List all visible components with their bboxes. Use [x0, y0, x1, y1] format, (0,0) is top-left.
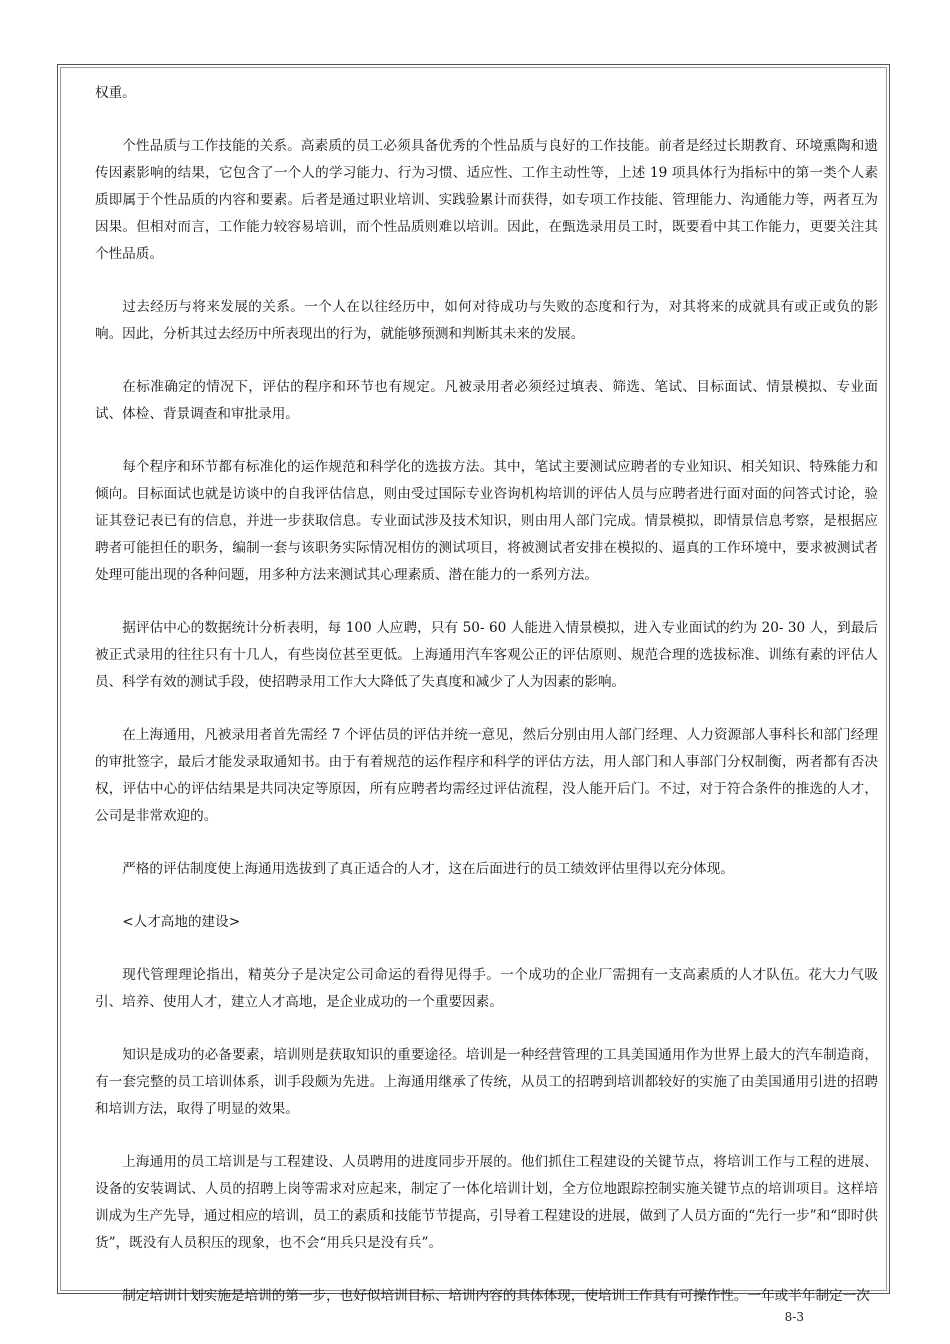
page-number: 8-3 [784, 1310, 804, 1324]
paragraph-knowledge-training: 知识是成功的必备要素，培训则是获取知识的重要途径。培训是一种经营管理的工具美国通用作为世界上最大的汽车制造商，有一套完整的员工培训体系，训手段颇为先进。上海通用继承了传统，从员工的招聘到培训都较好的实施了由美国通用引进的招聘和培训方法，取得了明显的效果。 [95, 1047, 878, 1117]
paragraph-personality-skills: 个性品质与工作技能的关系。高素质的员工必须具备优秀的个性品质与良好的工作技能。前者是经过长期教育、环境熏陶和遗传因素影响的结果，它包含了一个人的学习能力、行为习惯、适应性、工作主动性等，上述 19 项具体行为指标中的第一类个人素质即属于个性品质的内容和要素。后者是通过职业培训、实践验累计而获得，如专项工作技能、管理能力、沟通能力等，两者互为因果。但相对而言，工作能力较容易培训，而个性品质则难以培训。因此，在甄选录用员工时，既要看中其工作能力，更要关注其个性品质。 [95, 138, 878, 262]
paragraph-approval-process: 在上海通用，凡被录用者首先需经 7 个评估员的评估并统一意见，然后分别由用人部门经理、人力资源部人事科长和部门经理的审批签字，最后才能发录取通知书。由于有着规范的运作程序和科学的评估方法，用人部门和人事部门分权制衡，两者都有否决权，评估中心的评估结果是共同决定等原因，所有应聘者均需经过评估流程，没人能开后门。不过，对于符合条件的推选的人才，公司是非常欢迎的。 [95, 727, 878, 824]
paragraph-strict-evaluation: 严格的评估制度使上海通用选拔到了真正适合的人才，这在后面进行的员工绩效评估里得以充分体现。 [122, 861, 734, 877]
paragraph-past-future: 过去经历与将来发展的关系。一个人在以往经历中，如何对待成功与失败的态度和行为，对其将来的成就具有或正或负的影响。因此，分析其过去经历中所表现出的行为，就能够预测和判断其未来的发展。 [95, 299, 878, 342]
paragraph-training-plan: 制定培训计划实施是培训的第一步，也好似培训目标、培训内容的具体体现，使培训工作具有可操作性。一年或半年制定一次 [122, 1288, 870, 1304]
paragraph-training-sync: 上海通用的员工培训是与工程建设、人员聘用的进度同步开展的。他们抓住工程建设的关键节点，将培训工作与工程的进展、设备的安装调试、人员的招聘上岗等需求对应起来，制定了一体化培训计划，全方位地跟踪控制实施关键节点的培训项目。这样培训成为生产先导，通过相应的培训，员工的素质和技能节节提高，引导着工程建设的进展，做到了人员方面的“先行一步”和“即时供货”，既没有人员积压的现象，也不会“用兵只是没有兵”。 [95, 1154, 878, 1251]
paragraph-continuation: 权重。 [95, 85, 136, 101]
page-frame [57, 64, 890, 1304]
paragraph-selection-methods: 每个程序和环节都有标准化的运作规范和科学化的选拔方法。其中，笔试主要测试应聘者的专业知识、相关知识、特殊能力和倾向。目标面试也就是访谈中的自我评估信息，则由受过国际专业咨询机构培训的评估人员与应聘者进行面对面的问答式讨论，验证其登记表已有的信息，并进一步获取信息。专业面试涉及技术知识，则由用人部门完成。情景模拟，即情景信息考察，是根据应聘者可能担任的职务，编制一套与该职务实际情况相仿的测试项目，将被测试者安排在模拟的、逼真的工作环境中，要求被测试者处理可能出现的各种问题，用多种方法来测试其心理素质、潜在能力的一系列方法。 [95, 459, 878, 583]
document-body [61, 68, 886, 1310]
page-inner-border [60, 67, 887, 1304]
paragraph-statistics: 据评估中心的数据统计分析表明，每 100 人应聘，只有 50- 60 人能进入情景模拟，进入专业面试的约为 20- 30 人，到最后被正式录用的往往只有十几人，有些岗位甚至更低。上海通用汽车客观公正的评估原则、规范合理的选拔标准、训练有素的评估人员、科学有效的测试手段，使招聘录用工作大大降低了失真度和减少了人为因素的影响。 [95, 620, 878, 690]
section-heading: <人才高地的建设> [122, 914, 241, 930]
paragraph-evaluation-steps: 在标准确定的情况下，评估的程序和环节也有规定。凡被录用者必须经过填表、筛选、笔试、目标面试、情景模拟、专业面试、体检、背景调查和审批录用。 [95, 379, 878, 422]
paragraph-management-theory: 现代管理理论指出，精英分子是决定公司命运的看得见得手。一个成功的企业厂需拥有一支高素质的人才队伍。花大力气吸引、培养、使用人才，建立人才高地，是企业成功的一个重要因素。 [95, 967, 878, 1010]
